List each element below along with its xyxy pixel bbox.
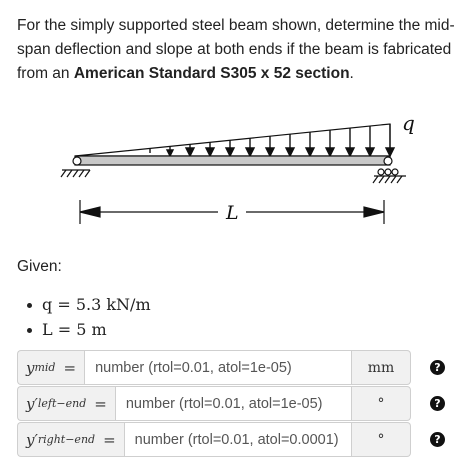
- subscript: right−end: [37, 433, 96, 446]
- question-icon[interactable]: ?: [430, 396, 445, 411]
- help-button[interactable]: [411, 386, 445, 421]
- equals-sign: =: [63, 358, 77, 377]
- equals-sign: =: [103, 430, 116, 449]
- help-button[interactable]: [411, 350, 445, 385]
- prime: ′: [34, 394, 38, 413]
- symbol: y: [26, 430, 35, 449]
- unit-degree: °: [352, 422, 411, 457]
- unit-degree: °: [352, 386, 411, 421]
- span-label: L: [226, 202, 239, 224]
- left-slope-input[interactable]: number (rtol=0.01, atol=1e-05): [115, 386, 352, 421]
- given-heading: Given:: [17, 258, 62, 275]
- answer-row-right-slope: [17, 422, 445, 457]
- given-item-q: q = 5.3 kN/m: [22, 292, 151, 317]
- given-item-L: L = 5 m: [22, 317, 151, 342]
- answer-label-right: [17, 422, 124, 457]
- load-label: q: [402, 112, 415, 135]
- symbol: y: [26, 358, 35, 377]
- answer-row-mid-deflection: [17, 350, 445, 385]
- mid-deflection-input[interactable]: number (rtol=0.01, atol=1e-05): [84, 350, 352, 385]
- beam-diagram: [50, 112, 430, 240]
- section-name: American Standard S305 x 52 section: [73, 65, 350, 82]
- help-button[interactable]: [411, 422, 445, 457]
- question-icon[interactable]: ?: [430, 432, 445, 447]
- problem-text-end: .: [349, 65, 354, 82]
- problem-statement: [17, 14, 462, 86]
- subscript: mid: [34, 361, 56, 374]
- load-arrows: [150, 124, 394, 156]
- prime: ′: [34, 430, 38, 449]
- answer-row-left-slope: [17, 386, 445, 421]
- given-list: [22, 292, 151, 342]
- beam: [75, 156, 390, 165]
- subscript: left−end: [37, 397, 87, 410]
- right-slope-input[interactable]: number (rtol=0.01, atol=0.0001): [124, 422, 352, 457]
- unit-mm: mm: [352, 350, 411, 385]
- answer-label-left: [17, 386, 115, 421]
- question-icon[interactable]: ?: [430, 360, 445, 375]
- problem-text: For the simply supported steel beam shown, determine the mid-span deflection and slope at both ends if the beam is fabricated from an: [17, 17, 455, 82]
- equals-sign: =: [94, 394, 107, 413]
- symbol: y: [26, 394, 35, 413]
- answer-label-mid: [17, 350, 84, 385]
